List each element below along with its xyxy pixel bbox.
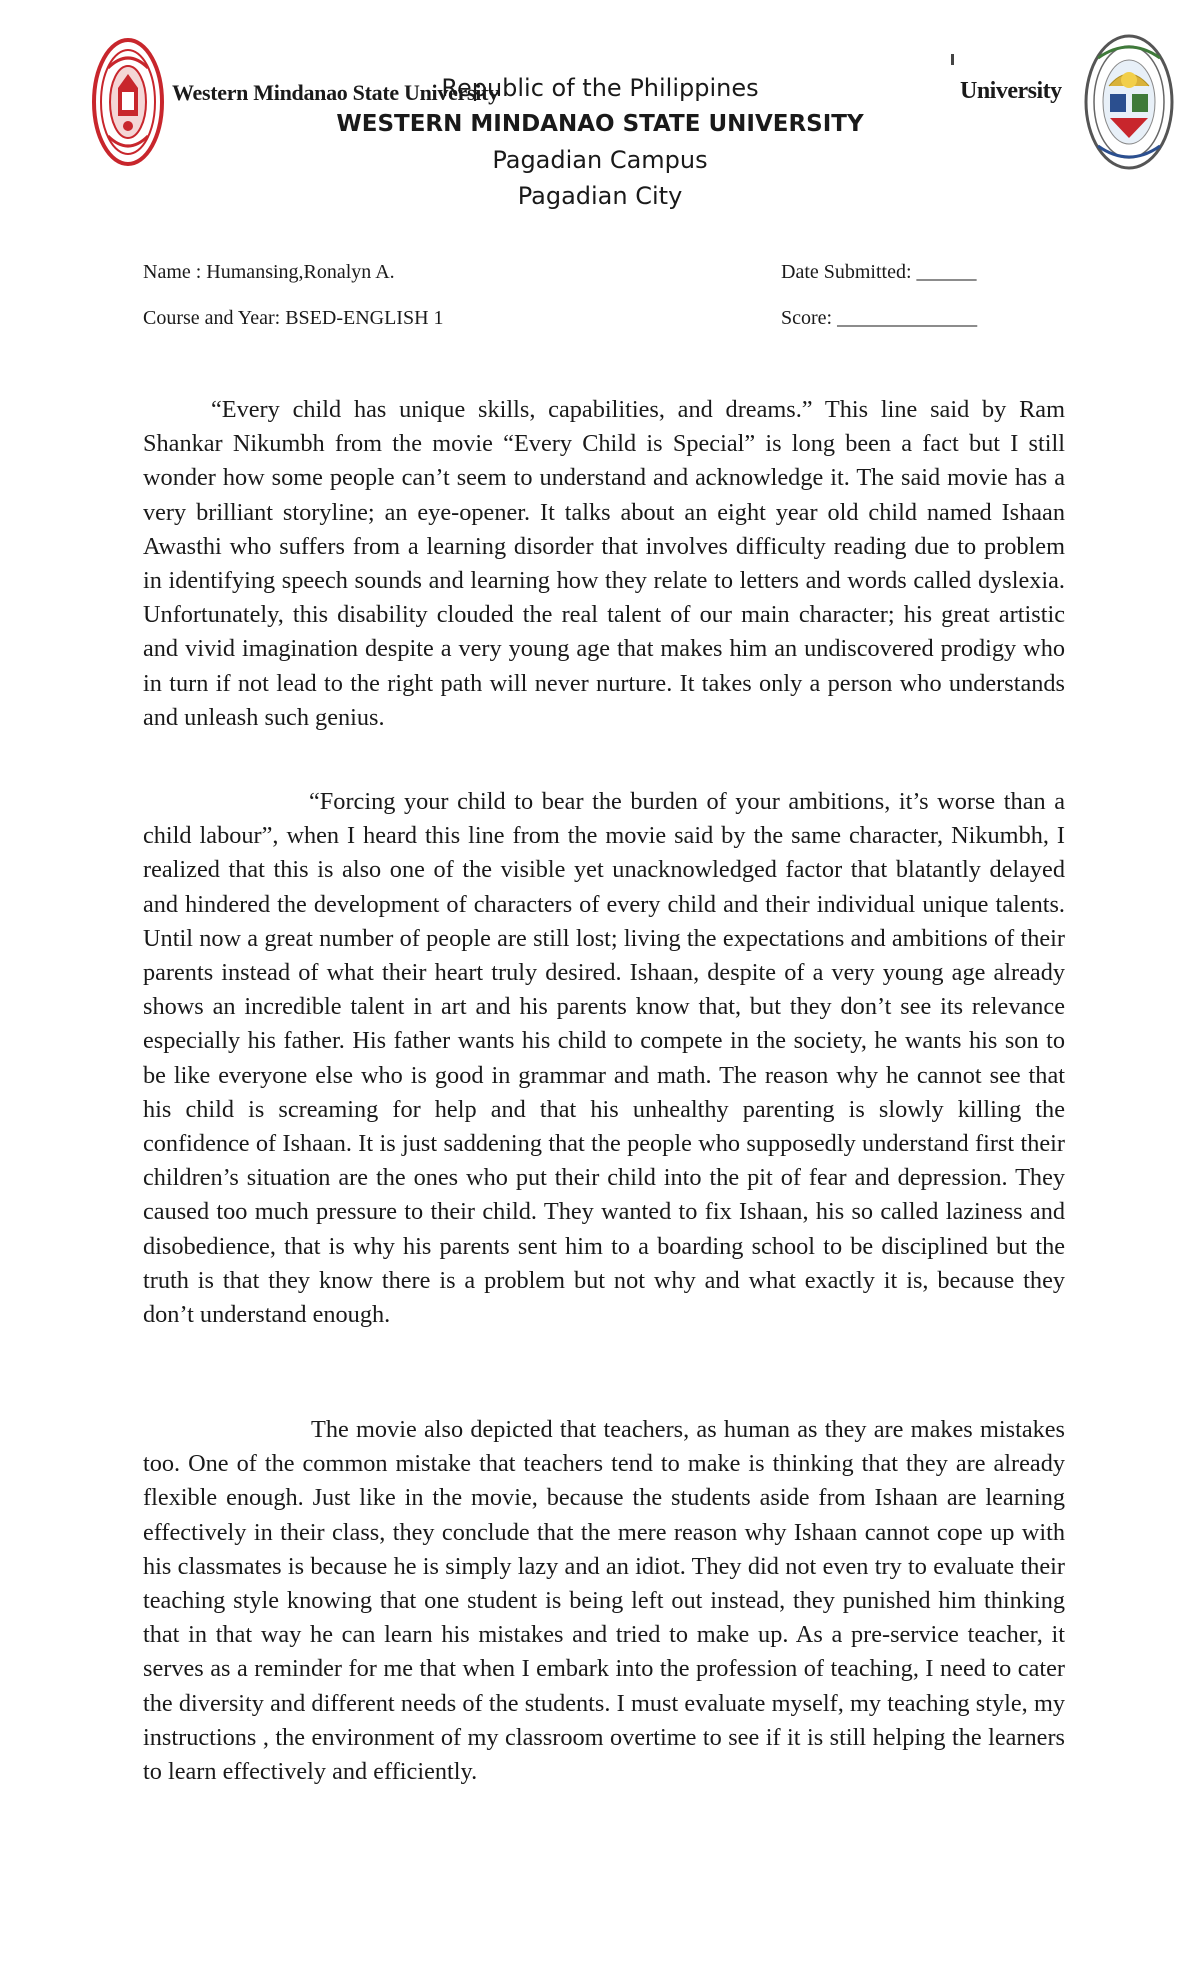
header-republic: Republic of the Philippines <box>441 74 759 102</box>
university-seal-right-icon <box>1084 34 1174 170</box>
paragraph-2: “Forcing your child to bear the burden of your ambitions, it’s worse than a child labour”, when I heard this line from the movie said by the same character, Nikumbh, I realized that this is also one of the visible yet unacknowledged factor that blatantly delayed and hindered the development of characters of every child and their individual unique talents. Until now a great number of people are still lost; living the expectations and ambitions of their parents instead of what their heart truly desired. Ishaan, despite of a very young age already shows an incredible talent in art and his parents know that, but they don’t see its relevance especially his father. His father wants his child to compete in the society, he wants his son to be like everyone else who is good in grammar and math. The reason why he cannot see that his child is screaming for help and that his unhealthy parenting is slowly killing the confidence of Ishaan. It is just saddening that the people who supposedly understand first their children’s situation are the ones who put their child into the pit of fear and depression. They caused too much pressure to their child. They wanted to fix Ishaan, his so called laziness and disobedience, that is why his parents sent him to a boarding school to be disciplined but the truth is that they know there is a problem but not why and what exactly it is, because they don’t understand enough. <box>143 788 1065 1329</box>
paragraph-3: The movie also depicted that teachers, as human as they are makes mistakes too. One of the common mistake that teachers tend to make is thinking that they are already flexible enough. Just like in the movie, because the students aside from Ishaan are learning effectively in their class, they conclude that the mere reason why Ishaan cannot cope up with his classmates is because he is simply lazy and an idiot. They did not even try to evaluate their teaching style knowing that one student is being left out instead, they punished him thinking that in that way he can learn his mistakes and tried to make up. As a pre-service teacher, it serves as a reminder for me that when I embark into the profession of teaching, I need to cater the diversity and different needs of the students. I must evaluate myself, my teaching style, my instructions , the environment of my classroom overtime to see if it is still helping the learners to learn effectively and efficiently. <box>143 1416 1065 1786</box>
date-submitted: Date Submitted: ______ <box>781 261 977 283</box>
score: Score: ______________ <box>781 307 978 329</box>
university-seal-left-icon <box>92 38 164 166</box>
course-and-year: Course and Year: BSED-ENGLISH 1 <box>143 307 444 329</box>
student-name: Name : Humansing,Ronalyn A. <box>143 261 395 283</box>
header-right-university-text: University <box>960 78 1062 104</box>
scan-mark <box>951 54 954 65</box>
header-university-name: WESTERN MINDANAO STATE UNIVERSITY <box>336 111 864 137</box>
header-left-university-text: Western Mindanao State University <box>172 80 499 105</box>
paragraph-1: “Every child has unique skills, capabilities, and dreams.” This line said by Ram Shankar Nikumbh from the movie “Every Child is Special” is long been a fact but I still wonder how some people can’t seem to understand and acknowledge it. The said movie has a very brilliant storyline; an eye-opener. It talks about an eight year old child named Ishaan Awasthi who suffers from a learning disorder that involves difficulty reading due to problem in identifying speech sounds and learning how they relate to letters and words called dyslexia. Unfortunately, this disability clouded the real talent of our main character; his great artistic and vivid imagination despite a very young age that makes him an undiscovered prodigy who in turn if not lead to the right path will never nurture. It takes only a person who understands and unleash such genius. <box>143 396 1065 731</box>
header-campus: Pagadian Campus <box>492 146 708 174</box>
document-header <box>300 70 900 214</box>
header-city: Pagadian City <box>517 182 683 210</box>
